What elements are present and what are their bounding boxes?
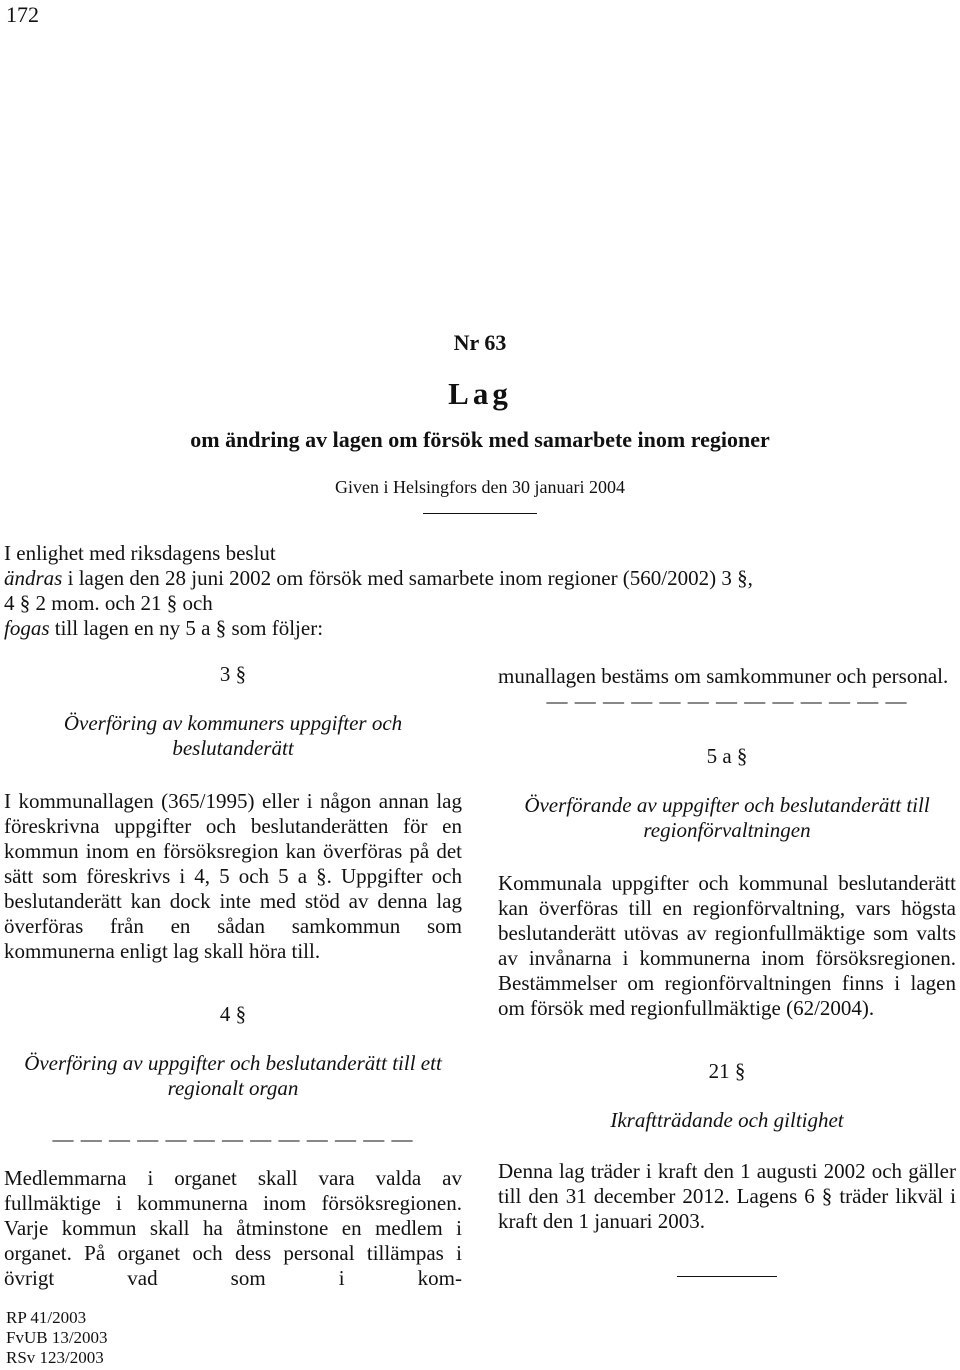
section-4-omission-dashes: — — — — — — — — — — — — — bbox=[52, 1127, 414, 1151]
page-number: 172 bbox=[6, 2, 39, 27]
section-5a-number: 5 a § bbox=[706, 744, 748, 768]
preamble-line-2 bbox=[4, 566, 959, 591]
section-5a-heading: Överförande av uppgifter och beslutanderätt till regionförvaltningen bbox=[524, 793, 930, 842]
references bbox=[6, 1308, 108, 1368]
section-3-number: 3 § bbox=[219, 662, 247, 686]
section-4-heading: Överföring av uppgifter och beslutanderätt till ett regionalt organ bbox=[24, 1051, 442, 1100]
section-3-heading: Överföring av kommuners uppgifter och beslutanderätt bbox=[63, 711, 403, 760]
given-date: Given i Helsingfors den 30 januari 2004 bbox=[335, 477, 625, 497]
preamble bbox=[4, 541, 959, 641]
header-divider bbox=[423, 513, 537, 514]
right-column bbox=[498, 664, 956, 1234]
statute-subtitle: om ändring av lagen om försök med samarbete inom regioner bbox=[190, 427, 770, 452]
section-4-text: Medlemmarna i organet skall vara valda av fullmäktige i kommunerna inom försöksregionen. Varje kommun skall ha åtminstone en medlem i organet. På organet och dess personal tillämpas i övrigt vad som i kom- bbox=[4, 1166, 462, 1290]
preamble-line-4 bbox=[4, 616, 959, 641]
statute-title: Lag bbox=[448, 376, 512, 411]
statute-number: Nr 63 bbox=[453, 330, 507, 355]
section-4-end-dashes: — — — — — — — — — — — — — bbox=[546, 689, 908, 713]
preamble-amend-keyword: ändras bbox=[4, 566, 63, 590]
section-21-text: Denna lag träder i kraft den 1 augusti 2002 och gäller till den 31 december 2012. Lagens 6 § träder likväl i kraft den 1 januari 2003. bbox=[498, 1159, 956, 1233]
reference-rp: RP 41/2003 bbox=[6, 1308, 87, 1327]
continuation-text: munallagen bestäms om samkommuner och personal. bbox=[498, 664, 949, 688]
end-divider bbox=[677, 1276, 777, 1277]
preamble-add-keyword: fogas bbox=[4, 616, 50, 640]
section-21-heading: Ikraftträdande och giltighet bbox=[610, 1108, 844, 1132]
section-3-text: I kommunallagen (365/1995) eller i någon annan lag föreskrivna uppgifter och beslutanderätten för en kommun inom en försöksregion kan överföras på det sätt som föreskrivs i 4, 5 och 5 a §. Uppgifter och beslutanderätt kan dock inte med stöd av denna lag överföras från en sådan samkommun som kommunerna enligt lag skall höra till. bbox=[4, 789, 462, 963]
left-column bbox=[4, 662, 462, 1291]
preamble-line-3: 4 § 2 mom. och 21 § och bbox=[4, 591, 213, 615]
preamble-amend-text: i lagen den 28 juni 2002 om försök med samarbete inom regioner (560/2002) 3 §, bbox=[62, 566, 753, 590]
section-21-number: 21 § bbox=[708, 1059, 746, 1083]
preamble-line-1: I enlighet med riksdagens beslut bbox=[4, 541, 276, 565]
section-5a-text: Kommunala uppgifter och kommunal beslutanderätt kan överföras till en regionförvaltning, vars högsta beslutanderätt utövas av regionfullmäktige som valts av invånarna i kommunerna inom försöksregionen. Bestämmelser om regionförvaltningen finns i lagen om försök med regionfullmäktige (62/2004). bbox=[498, 871, 956, 1020]
reference-rsv: RSv 123/2003 bbox=[6, 1348, 104, 1367]
preamble-add-text: till lagen en ny 5 a § som följer: bbox=[49, 616, 324, 640]
section-4-number: 4 § bbox=[219, 1002, 247, 1026]
reference-fvub: FvUB 13/2003 bbox=[6, 1328, 108, 1347]
